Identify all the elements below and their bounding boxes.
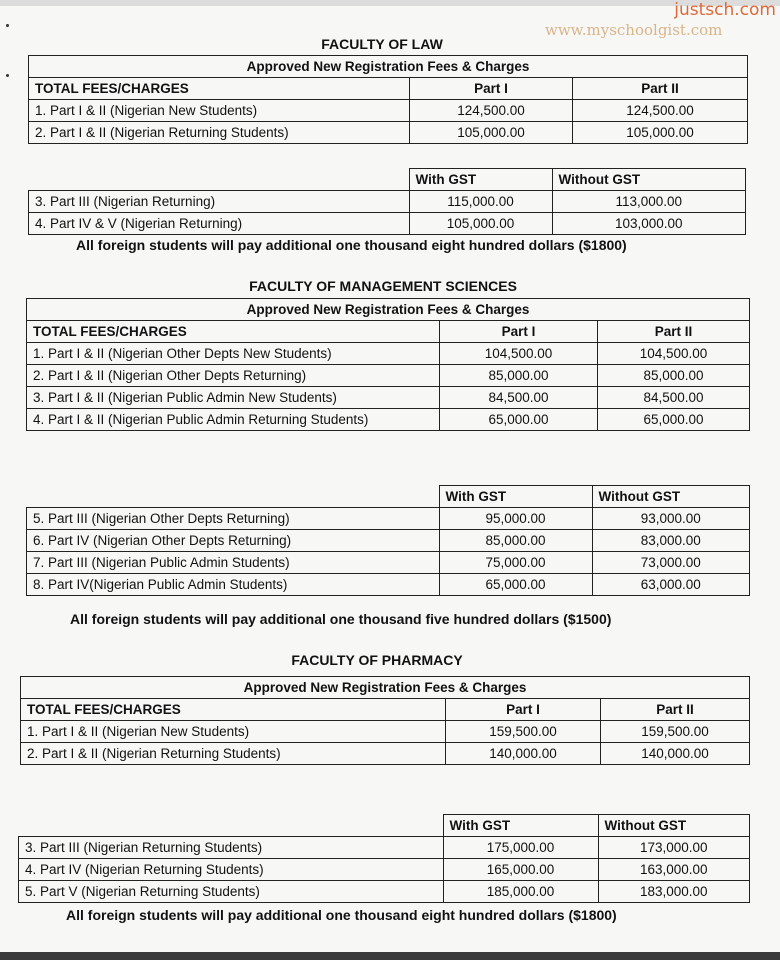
column-header: Without GST xyxy=(592,486,750,508)
row-value: 63,000.00 xyxy=(592,574,750,596)
row-value: 103,000.00 xyxy=(552,213,746,235)
row-value: 85,000.00 xyxy=(439,530,592,552)
row-value: 104,500.00 xyxy=(598,343,750,365)
row-label: 2. Part I & II (Nigerian Returning Students) xyxy=(29,122,410,144)
row-label: 4. Part I & II (Nigerian Public Admin Returning Students) xyxy=(27,409,440,431)
row-label: 3. Part III (Nigerian Returning Students) xyxy=(19,837,444,859)
column-header: TOTAL FEES/CHARGES xyxy=(29,78,410,100)
row-label: 5. Part V (Nigerian Returning Students) xyxy=(19,881,444,903)
top-edge xyxy=(0,0,780,6)
row-value: 84,500.00 xyxy=(598,387,750,409)
row-label: 2. Part I & II (Nigerian Returning Students) xyxy=(21,743,446,765)
row-value: 124,500.00 xyxy=(410,100,573,122)
row-label: 1. Part I & II (Nigerian New Students) xyxy=(29,100,410,122)
column-header: Without GST xyxy=(598,815,750,837)
row-value: 83,000.00 xyxy=(592,530,750,552)
column-header: Part II xyxy=(573,78,748,100)
table-row xyxy=(29,213,746,235)
watermark-primary: justsch.com xyxy=(674,0,776,20)
row-value: 85,000.00 xyxy=(598,365,750,387)
row-label: 4. Part IV (Nigerian Returning Students) xyxy=(19,859,444,881)
column-header: Part I xyxy=(410,78,573,100)
table-row xyxy=(29,100,748,122)
row-label: 7. Part III (Nigerian Public Admin Students) xyxy=(27,552,440,574)
row-value: 95,000.00 xyxy=(439,508,592,530)
row-value: 84,500.00 xyxy=(440,387,598,409)
row-value: 93,000.00 xyxy=(592,508,750,530)
row-value: 105,000.00 xyxy=(409,213,552,235)
management-gst-table xyxy=(26,485,750,596)
row-value: 65,000.00 xyxy=(440,409,598,431)
row-value: 163,000.00 xyxy=(598,859,750,881)
law-title: FACULTY OF LAW xyxy=(321,36,443,52)
row-value: 105,000.00 xyxy=(410,122,573,144)
table-row xyxy=(19,859,750,881)
row-value: 159,500.00 xyxy=(601,721,750,743)
margin-dot xyxy=(6,24,9,27)
column-header: Part I xyxy=(446,699,601,721)
table-caption: Approved New Registration Fees & Charges xyxy=(21,677,750,699)
table-row xyxy=(29,191,746,213)
law-fees-table xyxy=(28,55,748,144)
row-label: 1. Part I & II (Nigerian Other Depts New Students) xyxy=(27,343,440,365)
row-label: 6. Part IV (Nigerian Other Depts Returning) xyxy=(27,530,440,552)
row-label: 3. Part I & II (Nigerian Public Admin New Students) xyxy=(27,387,440,409)
row-value: 159,500.00 xyxy=(446,721,601,743)
row-label: 8. Part IV(Nigerian Public Admin Students) xyxy=(27,574,440,596)
watermark-secondary: www.myschoolgist.com xyxy=(545,21,723,39)
row-label: 1. Part I & II (Nigerian New Students) xyxy=(21,721,446,743)
table-row xyxy=(21,743,750,765)
column-header: Without GST xyxy=(552,169,746,191)
law-foreign-note: All foreign students will pay additional one thousand eight hundred dollars ($1800) xyxy=(76,237,627,253)
row-label: 3. Part III (Nigerian Returning) xyxy=(29,191,410,213)
margin-dot xyxy=(6,74,9,77)
row-value: 85,000.00 xyxy=(440,365,598,387)
row-value: 104,500.00 xyxy=(440,343,598,365)
table-row xyxy=(27,343,750,365)
pharmacy-foreign-note: All foreign students will pay additional one thousand eight hundred dollars ($1800) xyxy=(66,907,617,923)
pharmacy-fees-table xyxy=(20,676,750,765)
table-row xyxy=(27,552,750,574)
table-caption: Approved New Registration Fees & Charges xyxy=(27,299,750,321)
row-value: 124,500.00 xyxy=(573,100,748,122)
management-fees-table xyxy=(26,298,750,431)
row-value: 75,000.00 xyxy=(439,552,592,574)
table-row xyxy=(19,881,750,903)
table-row xyxy=(21,721,750,743)
row-value: 183,000.00 xyxy=(598,881,750,903)
management-foreign-note: All foreign students will pay additional one thousand five hundred dollars ($1500) xyxy=(70,611,612,627)
column-header: Part I xyxy=(440,321,598,343)
column-header: TOTAL FEES/CHARGES xyxy=(21,699,446,721)
row-value: 165,000.00 xyxy=(443,859,598,881)
table-row xyxy=(27,365,750,387)
pharmacy-gst-table xyxy=(18,814,750,903)
column-header: Part II xyxy=(601,699,750,721)
table-row xyxy=(27,530,750,552)
row-label: 2. Part I & II (Nigerian Other Depts Returning) xyxy=(27,365,440,387)
table-row xyxy=(29,122,748,144)
law-gst-table xyxy=(28,168,746,235)
row-value: 65,000.00 xyxy=(598,409,750,431)
table-row xyxy=(27,387,750,409)
row-label: 4. Part IV & V (Nigerian Returning) xyxy=(29,213,410,235)
table-row xyxy=(19,837,750,859)
row-value: 115,000.00 xyxy=(409,191,552,213)
row-value: 105,000.00 xyxy=(573,122,748,144)
row-value: 175,000.00 xyxy=(443,837,598,859)
column-header: Part II xyxy=(598,321,750,343)
row-value: 113,000.00 xyxy=(552,191,746,213)
column-header: With GST xyxy=(409,169,552,191)
row-value: 65,000.00 xyxy=(439,574,592,596)
management-title: FACULTY OF MANAGEMENT SCIENCES xyxy=(249,278,517,294)
table-row xyxy=(27,508,750,530)
row-value: 140,000.00 xyxy=(601,743,750,765)
row-label: 5. Part III (Nigerian Other Depts Returning) xyxy=(27,508,440,530)
row-value: 73,000.00 xyxy=(592,552,750,574)
table-row xyxy=(27,574,750,596)
column-header: With GST xyxy=(439,486,592,508)
pharmacy-title: FACULTY OF PHARMACY xyxy=(291,652,463,668)
bottom-edge xyxy=(0,952,780,960)
column-header: With GST xyxy=(443,815,598,837)
row-value: 140,000.00 xyxy=(446,743,601,765)
row-value: 173,000.00 xyxy=(598,837,750,859)
table-caption: Approved New Registration Fees & Charges xyxy=(29,56,748,78)
row-value: 185,000.00 xyxy=(443,881,598,903)
column-header: TOTAL FEES/CHARGES xyxy=(27,321,440,343)
table-row xyxy=(27,409,750,431)
